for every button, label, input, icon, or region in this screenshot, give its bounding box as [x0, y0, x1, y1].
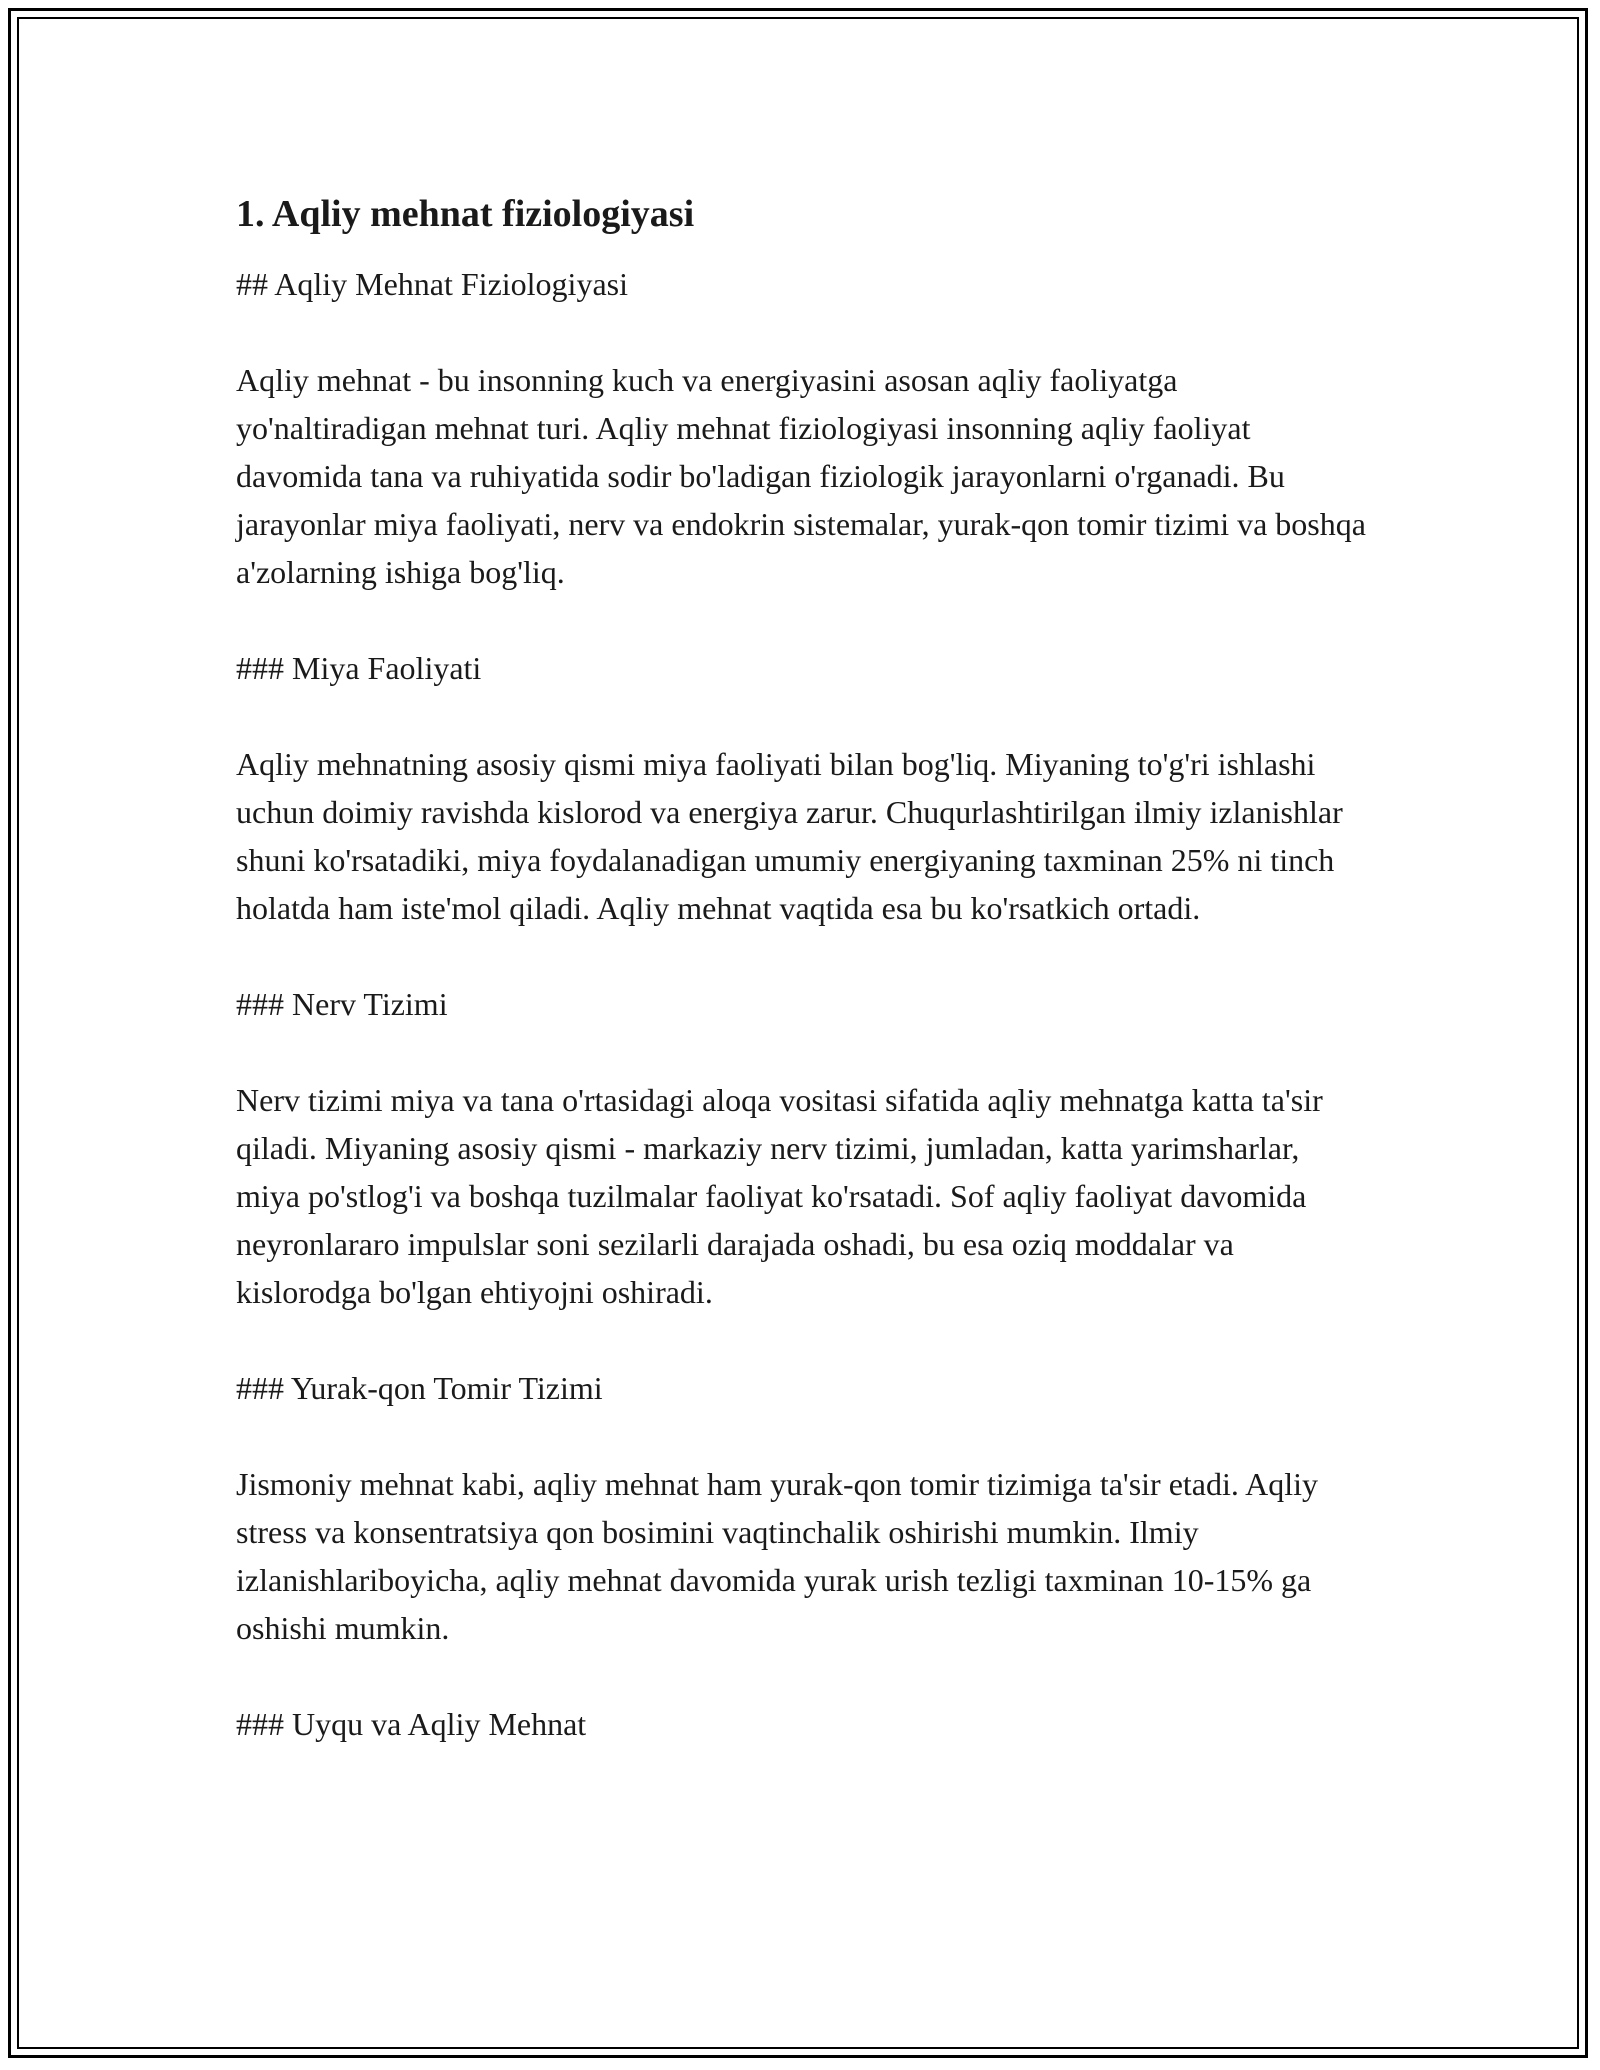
- document-body: [236, 186, 1366, 1748]
- main-heading: ## Aqliy Mehnat Fiziologiyasi: [236, 266, 628, 302]
- section-text-nerv: Nerv tizimi miya va tana o'rtasidagi aloqa vositasi sifatida aqliy mehnatga katta ta'sir qiladi. Miyaning asosiy qismi - markaziy nerv tizimi, jumladan, katta yarimsharlar, miya po'stlog'i va boshqa tuzilmalar faoliyat ko'rsatadi. Sof aqliy faoliyat davomida neyronlararo impulslar soni sezilarli darajada oshadi, bu esa oziq moddalar va kislorodga bo'lgan ehtiyojni oshiradi.: [236, 1082, 1323, 1310]
- document-title: 1. Aqliy mehnat fiziologiyasi: [236, 193, 695, 235]
- section-text-yurak: Jismoniy mehnat kabi, aqliy mehnat ham yurak-qon tomir tizimiga ta'sir etadi. Aqliy stress va konsentratsiya qon bosimini vaqtinchalik oshirishi mumkin. Ilmiy izlanishlariboyicha, aqliy mehnat davomida yurak urish tezligi taxminan 10-15% ga oshishi mumkin.: [236, 1466, 1318, 1646]
- intro-paragraph: Aqliy mehnat - bu insonning kuch va energiyasini asosan aqliy faoliyatga yo'naltiradigan mehnat turi. Aqliy mehnat fiziologiyasi insonning aqliy faoliyat davomida tana va ruhiyatida sodir bo'ladigan fiziologik jarayonlarni o'rganadi. Bu jarayonlar miya faoliyati, nerv va endokrin sistemalar, yurak-qon tomir tizimi va boshqa a'zolarning ishiga bog'liq.: [236, 362, 1366, 590]
- section-heading-miya: ### Miya Faoliyati: [236, 650, 482, 686]
- section-text-miya: Aqliy mehnatning asosiy qismi miya faoliyati bilan bog'liq. Miyaning to'g'ri ishlashi uchun doimiy ravishda kislorod va energiya zarur. Chuqurlashtirilgan ilmiy izlanishlar shuni ko'rsatadiki, miya foydalanadigan umumiy energiyaning taxminan 25% ni tinch holatda ham iste'mol qiladi. Aqliy mehnat vaqtida esa bu ko'rsatkich ortadi.: [236, 746, 1343, 926]
- section-heading-uyqu: ### Uyqu va Aqliy Mehnat: [236, 1706, 587, 1742]
- section-heading-nerv: ### Nerv Tizimi: [236, 986, 448, 1022]
- section-heading-yurak: ### Yurak-qon Tomir Tizimi: [236, 1370, 603, 1406]
